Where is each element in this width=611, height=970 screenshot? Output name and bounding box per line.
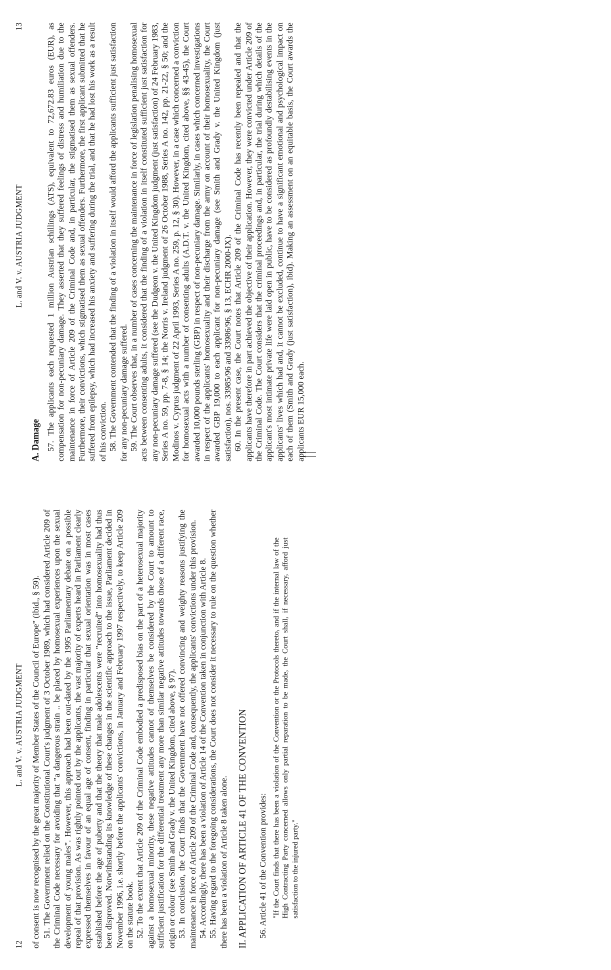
running-title: L. and V. v. AUSTRIA JUDGMENT — [14, 662, 23, 787]
running-title: L. and V. v. AUSTRIA JUDGMENT — [14, 183, 23, 308]
paragraph-53: 53. In conclusion, the Court finds that the Government have not offered convincing and weighty reasons justifying the maintenance in force of Article 209 of the Criminal Code and, consequently, the applicants' convictions under this provision. — [176, 509, 197, 948]
paragraph-55: 55. Having regard to the foregoing considerations, the Court does not consider it necessary to rule on the question whether there has been a violation of Article 8 taken alone. — [207, 509, 228, 948]
page-number: 13 — [14, 22, 23, 30]
page-number: 12 — [14, 940, 23, 948]
paragraph-57: 57. The applicants each requested 1 million Austrian schillings (ATS), equivalent to 72,672.83 euros (EUR), as compensation for non-pecuniary damage. They asserted that they suffered feelings of distress and humiliation due to the maintenance in force of Article 209 of the Criminal Code and, in particular, the stigmatised them as sexual offenders. Furthermore, their convictions, which stigmatised them as sexual offenders. Furthermore, the first applicant submitted that he suffered from epilepsy, which had increased his anxiety and suffering during the trial, and that he had lost his work as a result of his conviction. — [44, 22, 107, 461]
paragraph-58: 58. The Government contended that the finding of a violation in itself would afford the applicants sufficient just satisfaction for any non-pecuniary damage suffered. — [107, 22, 128, 461]
subheading-damage: A. Damage — [30, 418, 41, 461]
paragraph-52: 52. To the extent that Article 209 of the Criminal Code embodied a predisposed bias on the part of a heterosexual majority against a homosexual minority, these negative attitudes cannot of themselves be considered by the Court to amount to sufficient justification for the differential treatment any more than similar negative attitudes towards those of a different race, origin or colour (see Smith and Grady v. the United Kingdom, cited above, § 97). — [134, 509, 176, 948]
paragraph: of consent is now recognised by the great majority of Member States of the Council of Europe" (ibid., § 59). — [30, 575, 41, 948]
page-12-content — [0, 485, 611, 970]
paragraph-59: 59. The Court observes that, in a number of cases concerning the maintenance in force of legislation penalising homosexual acts between consenting adults, it considered that the finding of a violation in itself constituted sufficient just satisfaction for any non-pecuniary damage suffered (see the Dudgeon v. the United Kingdom judgment (just satisfaction) of 24 February 1983, Series A no. 59, pp. 7-8, § 14; the Norris v. Ireland judgment of 26 October 1988, Series A no. 142, pp. 21-22, § 50; and the Modinos v. Cyprus judgment of 22 April 1993, Series A no. 259, p. 12, § 30). However, in a case which concerned a conviction for homosexual acts with a number of consenting adults (A.D.T. v. the United Kingdom, cited above, §§ 43-45), the Court awarded 10,000 pounds sterling (GBP) in respect of non-pecuniary damage. Similarly, in cases which concerned investigations in respect of the applicants' homosexuality and their discharge from the army on account of their homosexuality, the Court awarded GBP 19,000 to each applicant for non-pecuniary damage (see Smith and Grady v. the United Kingdom (just satisfaction), nos. 33985/96 and 33986/96, § 13, ECHR 2000-IX). — [128, 22, 232, 461]
section-heading: II. APPLICATION OF ARTICLE 41 OF THE CONVENTION — [238, 708, 249, 948]
page-12-header — [14, 509, 24, 948]
page-12 — [0, 485, 611, 970]
page-13-header — [14, 22, 24, 461]
paragraph-60: 60. In the present case, the Court notes that Article 209 of the Criminal Code has recently been repealed and that the applicants have therefore in part achieved the objective of their application. However, they were convicted under Article 209 of the Criminal Code. The Court considers that the criminal proceedings and, in particular, the trial during which details of the applicant's most intimate private life were laid open in public, have to be considered as profoundly destabilising events in the applicants' lives which had and, it cannot be excluded, continue to have a significant emotional and psychological impact on each of them (Smith and Grady (just satisfaction), ibid). Making an assessment on an equitable basis, the Court awards the applicants EUR 15,000 each. — [232, 22, 305, 461]
article-41-quote: "If the Court finds that there has been a violation of the Convention or the Protocols thereto, and if the internal law of the High Contracting Party concerned allows only partial reparation to be made, the Court shall, if necessary, afford just satisfaction to the injured party." — [270, 537, 299, 918]
paragraph-51: 51. The Government relied on the Constitutional Court's judgment of 3 October 1989, which had considered Article 209 of the Criminal Code necessary for avoiding that "a dangerous strain .. be placed by homosexual experiences upon the sexual development of young males". However, this approach had been out-dated by the 1995 Parliamentary debate on a possible repeal of that provision. As was rightly pointed out by the applicants, the vast majority of experts heard in Parliament clearly expressed themselves in favour of an equal age of consent, finding in particular that sexual orientation was in most cases established before the age of puberty and that the theory that male adolescents were "recruited" into homosexuality had thus been disproved. Notwithstanding its knowledge of these changes in the scientific approach to the issue, Parliament decided in November 1996, i.e. shortly before the applicants' convictions, in January and February 1997 respectively, to keep Article 209 on the statute book. — [40, 509, 135, 948]
paragraph-54: 54. Accordingly, there has been a violation of Article 14 of the Convention taken in conjunction with Article 8. — [196, 557, 207, 938]
paragraph-56: 56. Article 41 of the Convention provides: — [256, 792, 267, 938]
